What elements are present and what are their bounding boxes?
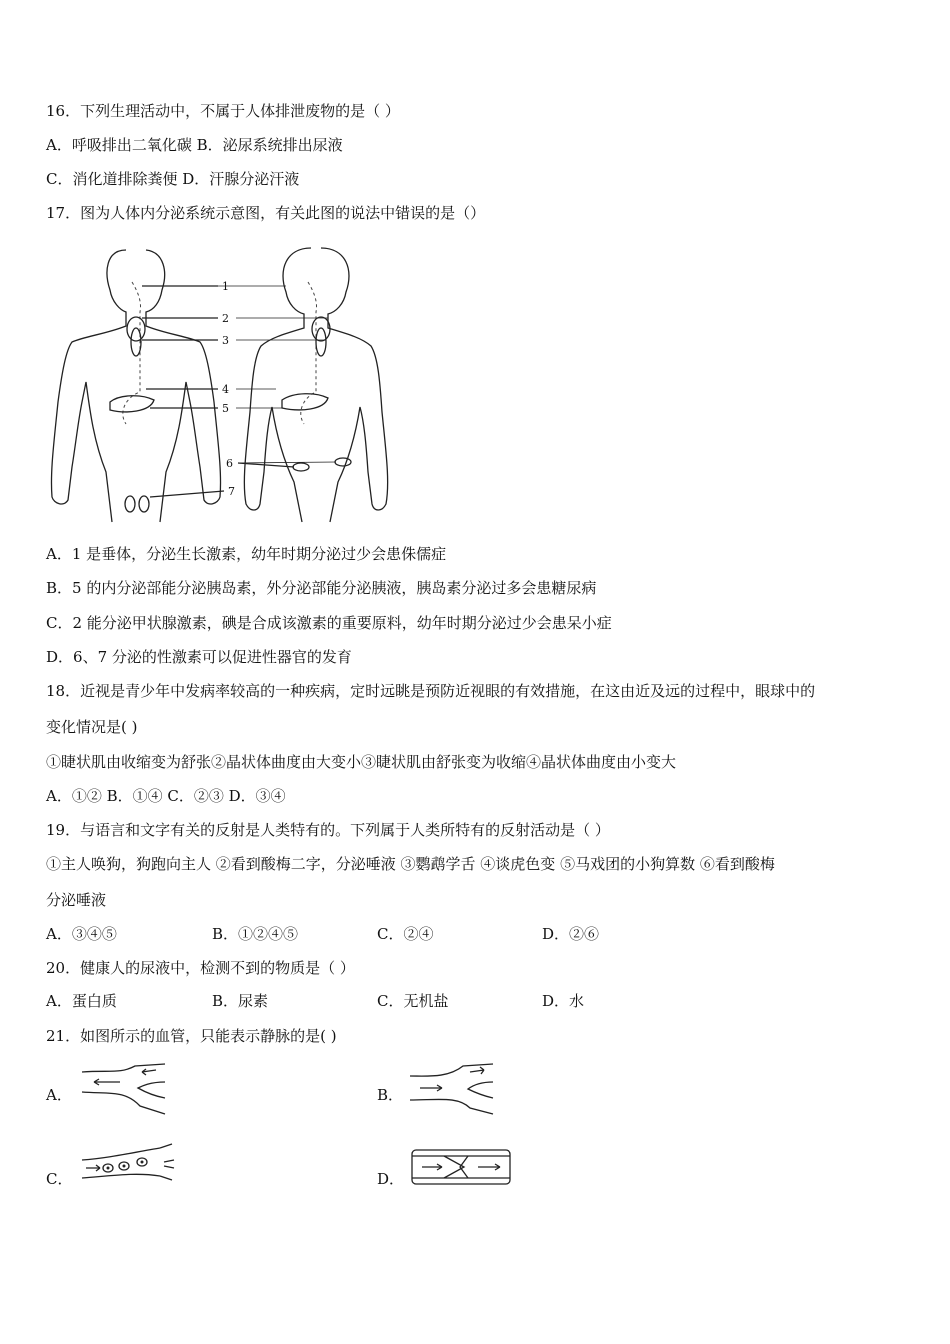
- q21-option-b: B．: [377, 1086, 404, 1104]
- figure-label-1: 1: [222, 280, 229, 293]
- figure-label-6: 6: [226, 457, 233, 470]
- q20-option-d: D．水: [542, 992, 585, 1010]
- figure-label-4: 4: [222, 383, 229, 396]
- vessel-figure-b: [408, 1062, 498, 1117]
- q19-option-c: C．②④: [377, 925, 434, 943]
- q19-option-a: A．③④⑤: [46, 925, 117, 943]
- q20-option-b: B．尿素: [212, 992, 269, 1010]
- figure-label-3: 3: [222, 334, 229, 347]
- q18-statements: ①睫状肌由收缩变为舒张②晶状体曲度由大变小③睫状肌由舒张变为收缩④晶状体曲度由小变大: [46, 753, 677, 771]
- vessel-figure-a: [80, 1062, 170, 1117]
- q19-option-b: B．①②④⑤: [212, 925, 299, 943]
- male-body-outline: [51, 250, 220, 522]
- q18-stem-line2: 变化情况是( ): [46, 718, 138, 736]
- q17-option-d: D．6、7 分泌的性激素可以促进性器官的发育: [46, 648, 352, 666]
- female-body-outline: [244, 248, 387, 522]
- q17-option-a: A．1 是垂体，分泌生长激素，幼年时期分泌过少会患侏儒症: [46, 545, 447, 563]
- q19-stem: 19．与语言和文字有关的反射是人类特有的。下列属于人类所特有的反射活动是（ ）: [46, 821, 610, 839]
- figure-label-7: 7: [228, 485, 235, 498]
- q21-stem: 21．如图所示的血管，只能表示静脉的是( ): [46, 1027, 337, 1045]
- q19-statements-line1: ①主人唤狗，狗跑向主人 ②看到酸梅二字，分泌唾液 ③鹦鹉学舌 ④谈虎色变 ⑤马戏团的小狗算数 ⑥看到酸梅: [46, 855, 775, 873]
- q20-option-a: A．蛋白质: [46, 992, 117, 1010]
- endocrine-system-figure: [46, 242, 406, 527]
- vessel-figure-c: [80, 1146, 175, 1186]
- q20-option-c: C．无机盐: [377, 992, 449, 1010]
- q21-option-d: D．: [377, 1170, 405, 1188]
- q16-options-cd: C．消化道排除粪便 D．汗腺分泌汗液: [46, 170, 300, 188]
- q20-stem: 20．健康人的尿液中，检测不到的物质是（ ）: [46, 959, 355, 977]
- q16-options-ab: A．呼吸排出二氧化碳 B．泌尿系统排出尿液: [46, 136, 343, 154]
- organs: [110, 317, 351, 512]
- figure-label-2: 2: [222, 312, 229, 325]
- q17-stem: 17．图为人体内分泌系统示意图，有关此图的说法中错误的是（）: [46, 204, 486, 222]
- figure-label-5: 5: [222, 402, 229, 415]
- q16-stem: 16．下列生理活动中，不属于人体排泄废物的是（ ）: [46, 102, 400, 120]
- q17-option-c: C．2 能分泌甲状腺激素，碘是合成该激素的重要原料，幼年时期分泌过少会患呆小症: [46, 614, 612, 632]
- figure-leader-lines: [142, 286, 336, 497]
- q17-option-b: B．5 的内分泌部能分泌胰岛素，外分泌部能分泌胰液，胰岛素分泌过多会患糖尿病: [46, 579, 597, 597]
- q21-option-a: A．: [46, 1086, 72, 1104]
- vessel-figure-d: [408, 1146, 514, 1188]
- q19-option-d: D．②⑥: [542, 925, 600, 943]
- q18-options: A．①② B．①④ C．②③ D．③④: [46, 787, 286, 805]
- q19-statements-line2: 分泌唾液: [46, 891, 107, 909]
- q21-option-c: C．: [46, 1170, 73, 1188]
- q18-stem-line1: 18．近视是青少年中发病率较高的一种疾病，定时远眺是预防近视眼的有效措施，在这由近及远的过程中，眼球中的: [46, 682, 816, 700]
